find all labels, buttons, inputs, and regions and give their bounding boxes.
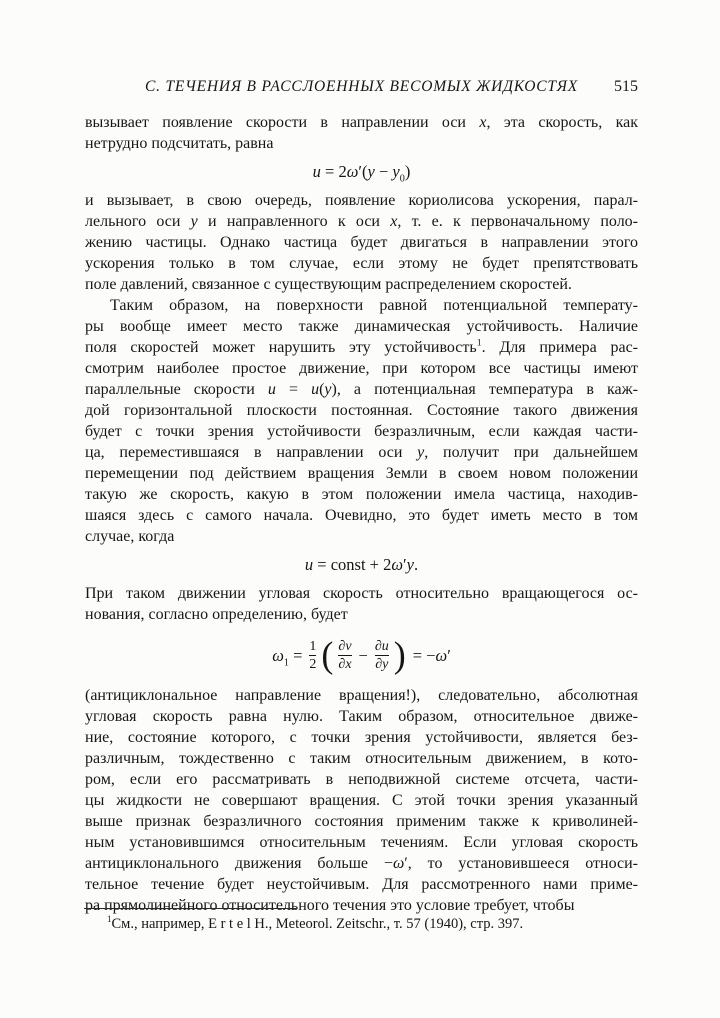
text-line: такую же скорость, какую в этом положении имела частица, находив-	[85, 486, 638, 503]
text-line: ра прямолинейного относительного течения это условие требует, чтобы	[85, 897, 575, 914]
text-line: шаяся здесь с самого начала. Очевидно, это будет иметь место в том	[85, 507, 638, 524]
text-line: перемещении под действием вращения Земли в своем новом положении	[85, 465, 638, 482]
numerator: 1	[309, 638, 317, 654]
body-text	[85, 112, 638, 916]
text-line: При таком движении угловая скорость относительно вращающегося ос-	[85, 585, 638, 602]
fraction-bar	[338, 655, 351, 656]
inline-formula: u = const + 2ω′y.	[304, 555, 419, 574]
fraction-bar	[375, 655, 389, 656]
text-line: различным, тождественно с таким относительным движением, в кото-	[85, 750, 638, 767]
text-line: антициклонального движения больше −ω′, то установившееся относи-	[85, 855, 638, 872]
paragraph	[85, 112, 638, 154]
text-line: ускорения только в том случае, если этому не будет препятствовать	[85, 255, 638, 272]
running-header	[85, 78, 638, 96]
text-line: дой горизонтальной плоскости постоянная. Состояние такого движения	[85, 402, 638, 419]
footnote-marker: 1	[107, 914, 112, 925]
text-line: и вызывает, в свою очередь, появление кориолисова ускорения, парал-	[85, 192, 638, 209]
numerator: ∂u	[374, 638, 389, 654]
page-number: 515	[614, 78, 638, 95]
open-paren: (	[321, 634, 334, 676]
fraction-bar	[309, 655, 316, 656]
partial-derivative-fraction	[338, 639, 351, 672]
text-line: смотрим наиболее простое движение, при котором все частицы имеют	[85, 360, 638, 377]
text-line: жению частицы. Однако частица будет двигаться в направлении этого	[85, 234, 638, 251]
paragraph	[85, 685, 638, 916]
header-title: C. ТЕЧЕНИЯ В РАССЛОЕННЫХ ВЕСОМЫХ ЖИДКОСТЯХ	[144, 78, 579, 95]
text-line: (антициклональное направление вращения!), следовательно, абсолютная	[85, 687, 638, 704]
text-line: случае, когда	[85, 528, 175, 545]
text-line: лельного оси y и направленного к оси x, т. е. к первоначальному поло-	[85, 213, 639, 230]
text-line: ром, если его рассматривать в неподвижной системе отсчета, части-	[85, 771, 638, 788]
text-line: цы жидкости не совершают вращения. С этой точки зрения указанный	[85, 792, 638, 809]
formula-rhs: = −ω′	[412, 645, 451, 665]
paragraph	[85, 583, 638, 625]
inline-formula: $u = 2\omega'(y - y_0)$	[312, 162, 411, 185]
text-line: поля скоростей может нарушить эту устойчивость$^1$. Для примера рас-	[85, 337, 639, 356]
denominator: ∂y	[375, 656, 389, 672]
text-line: ным установившимся относительным течениям. Если угловая скорость	[85, 834, 638, 851]
text-line: угловая скорость равна нулю. Таким образом, относительное движе-	[85, 708, 638, 725]
text-line: Таким образом, на поверхности равной потенциальной температу-	[110, 297, 638, 314]
text-line: параллельные скорости u = u(y), а потенциальная температура в каж-	[85, 381, 638, 398]
text-line: вызывает появление скорости в направлении оси x, эта скорость, как	[85, 114, 639, 131]
minus-operator: −	[358, 645, 368, 665]
paragraph	[85, 295, 638, 547]
text-line: ры вообще имеет место также динамическая устойчивость. Наличие	[85, 318, 638, 335]
text-line: ние, состояние которого, с точки зрения устойчивости, является без-	[85, 729, 638, 746]
text-line: выше признак безразличного состояния применим также к криволиней-	[85, 813, 638, 830]
coefficient-fraction	[309, 639, 316, 672]
display-formula	[85, 633, 638, 677]
text-line: поле давлений, связанное с существующим распределением скоростей.	[85, 276, 572, 293]
partial-derivative-fraction	[375, 639, 389, 672]
close-paren: )	[393, 634, 406, 676]
footnote	[85, 915, 638, 934]
footnote-text: См., например, E r t e l H., Meteorol. Zeitschr., т. 57 (1940), стр. 397.	[111, 916, 524, 932]
denominator: 2	[309, 656, 317, 672]
numerator: ∂v	[338, 638, 352, 654]
text-line: будет с точки зрения устойчивости безразличным, если каждая части-	[85, 423, 638, 440]
formula-lhs: $\omega_1$ =	[272, 645, 303, 668]
footnote-divider	[84, 908, 296, 909]
text-line: ца, переместившаяся в направлении оси y, получит при дальнейшем	[85, 444, 639, 461]
denominator: ∂x	[338, 656, 352, 672]
paragraph	[85, 190, 638, 295]
text-line: нования, согласно определению, будет	[85, 606, 348, 623]
text-line: нетрудно подсчитать, равна	[85, 135, 274, 152]
text-line: тельное течение будет неустойчивым. Для рассмотренного нами приме-	[85, 876, 638, 893]
